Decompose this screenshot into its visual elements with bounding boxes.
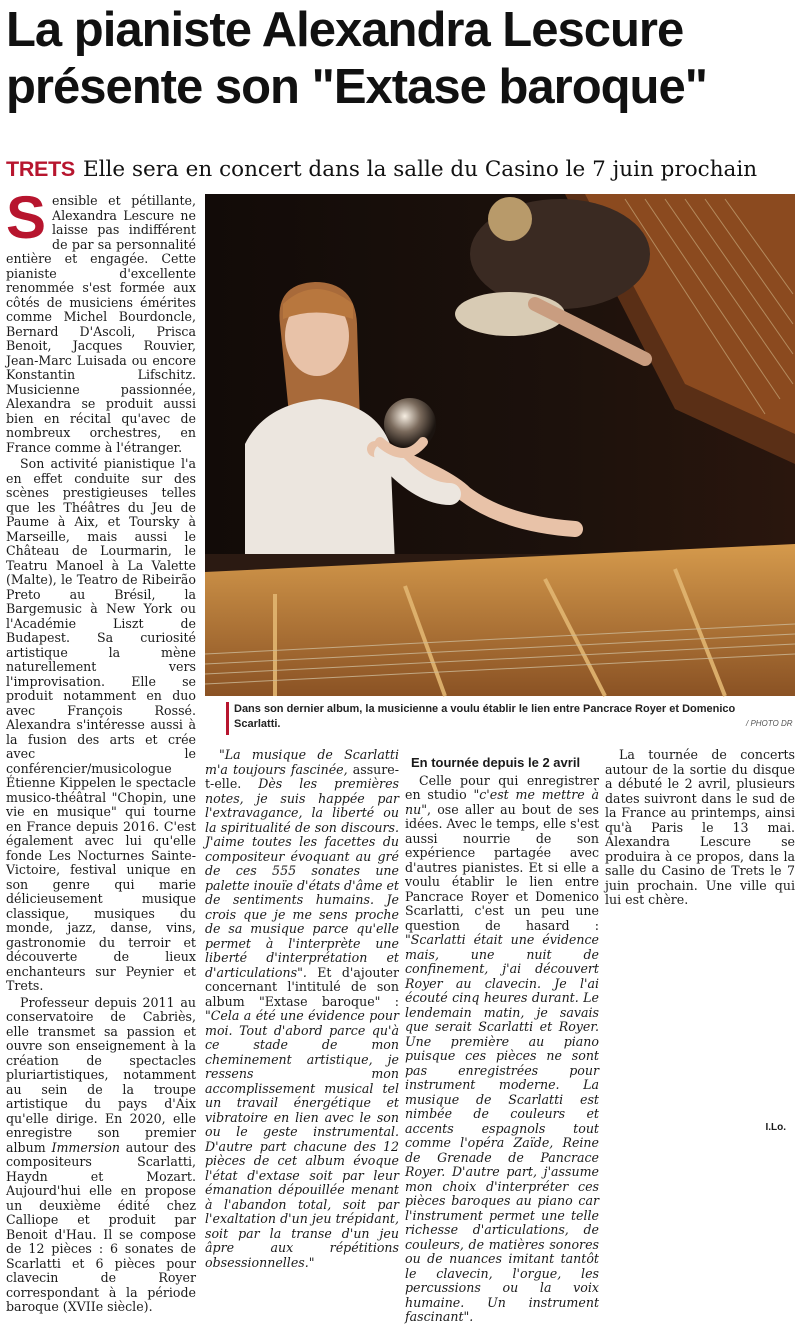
photo-credit: / PHOTO DR xyxy=(746,719,793,728)
album-title-immersion: Immersion xyxy=(51,1139,120,1155)
paragraph-quote-scarlatti: "La musique de Scarlatti m'a toujours fascinée, assure-t-elle. Dès les premières notes, je suis happée par l'extravagance, la liberté ou la spiritualité de son discours. J'aime toutes les facettes du compositeur évoquant au gré de ces 555 sonates une palette inouïe d'états d'âme et de sentiments humains. Je crois que je me sens proche de sa musique parce qu'elle permet à l'interprète une liberté d'interprétation et d'articulations". Et d'ajouter concernant l'intitulé de son album "Extase baroque" : "Cela a été une évidence pour moi. Tout d'abord parce qu'à ce stade de mon cheminement artistique, je ressens mon accomplissement musical tel un travail énergétique et vibratoire en lien avec le son ou le geste instrumental. D'autre part chacune des 12 pièces de cet album évoque l'état d'extase soit par leur émanation dépouillée menant à l'abandon total, soit par l'exaltation d'un jeu trépidant, soit par la transe d'un jeu âpre aux répétitions obsessionnelles." xyxy=(205,747,399,1270)
headline-line-1: La pianiste Alexandra Lescure xyxy=(6,3,684,57)
intro-paragraph: Sensible et pétillante, Alexandra Lescure ne laisse pas indifférent de par sa personnalité entière et engagée. Cette pianiste d'excellente renommée s'est formée aux côtés de musiciens émérites comme Michel Bourdoncle, Bernard D'Ascoli, Prisca Benoit, Jacques Rouvier, Jean-Marc Luisada ou encore Konstantin Lifschitz. Musicienne passionnée, Alexandra se produit aussi bien en récital qu'avec de nombreux orchestres, en France comme à l'étranger. xyxy=(6,184,196,455)
caption-marker xyxy=(226,702,229,735)
subheadline xyxy=(6,154,796,184)
section-tag: TRETS xyxy=(6,157,75,181)
paragraph-teaching: Professeur depuis 2011 au conservatoire de Cabriès, elle transmet sa passion et ouvre son enseignement à la création de spectacles pluriartistiques, notamment au sein de la troupe artistique du pays d'Aix qu'elle dirige. En 2020, elle enregistre son premier album Immersion autour des compositeurs Scarlatti, Haydn et Mozart. Aujourd'hui elle en propose un deuxième édité chez Calliope et produit par Benoit d'Hau. Il se compose de 12 pièces : 6 sonates de Scarlatti et 6 pièces pour clavecin de Royer correspondant à la période baroque (XVIIe siècle). xyxy=(6,994,196,1314)
drop-cap: S xyxy=(6,184,47,251)
article-column-4 xyxy=(605,748,795,1138)
pianist-photo-illustration xyxy=(205,194,795,696)
article-photo xyxy=(205,194,795,696)
paragraph-career: Son activité pianistique l'a en effet conduite sur des scènes prestigieuses telles que les Théâtres du Jeu de Paume à Aix, et Toursky à Marseille, mais aussi le Château de Lourmarin, le Teatru Manoel à La Valette (Malte), le Teatro de Ribeirão Preto au Brésil, la Bargemusic à New York ou l'Académie Liszt de Budapest. Sa curiosité artistique la mène naturellement vers l'improvisation. Elle se produit notamment en duo avec François Rossé. Alexandra s'intéresse aussi à la fusion des arts et crée avec le conférencier/musicologue Étienne Kippelen le spectacle musico-théâtral "Chopin, une vie en musique" qui tourne en France depuis 2016. C'est également avec lui qu'elle fonde Les Nocturnes Sainte-Victoire, festival unique en son genre qui marie délicieusement musique classique, musiques du monde, jazz, danse, vins, gastronomie du terroir et découverte de lieux enchanteurs sur Peynier et Trets. xyxy=(6,456,196,993)
paragraph-tour: La tournée de concerts autour de la sortie du disque a débuté le 2 avril, plusieurs dates suivront dans le sud de la France au printemps, ainsi qu'à Paris le 13 mai. Alexandra Lescure se produira à ce propos, dans la salle du Casino de Trets le 7 juin prochain. Une ville qui lui est chère. xyxy=(605,747,795,907)
article-column-1 xyxy=(6,184,196,1314)
photo-caption: Dans son dernier album, la musicienne a voulu établir le lien entre Pancrace Royer et Domenico Scarlatti. xyxy=(234,703,736,730)
article-column-3 xyxy=(405,748,600,1324)
subheadline-text: Elle sera en concert dans la salle du Casino le 7 juin prochain xyxy=(82,157,758,182)
headline-line-2: présente son "Extase baroque" xyxy=(6,60,707,114)
section-subtitle: En tournée depuis le 2 avril xyxy=(411,755,581,770)
paragraph-studio: Celle pour qui enregistrer en studio "c'est me mettre à nu", ose aller au bout de ses idées. Avec le temps, elle s'est aussi nourrie de son expérience partagée avec d'autres pianistes. Et si elle a voulu établir le lien entre Pancrace Royer et Domenico Scarlatti, c'est un peu une question de hasard : "Scarlatti était une évidence mais, une nuit de confinement, j'ai découvert Royer au clavecin. Je l'ai écouté cinq heures durant. Le lendemain matin, je savais que serait Scarlatti et Royer. Une première au piano puisque ces pièces ne sont pas enregistrées pour instrument moderne. La musique de Scarlatti est nimbée de couleurs et accents espagnols tout comme l'opéra Zaïde, Reine de Grenade de Pancrace Royer. D'autre part, j'assume mon choix d'interpréter ces pièces baroques au piano car l'instrument permet une telle richesse d'articulations, de couleurs, de matières sonores ou de nuances imitant tantôt le clavecin, l'orgue, les percussions ou la voix humaine. Un instrument fascinant". xyxy=(405,772,600,1324)
headline xyxy=(6,2,796,116)
article-column-2 xyxy=(205,747,399,1270)
author-signature: I.Lo. xyxy=(765,1122,786,1133)
